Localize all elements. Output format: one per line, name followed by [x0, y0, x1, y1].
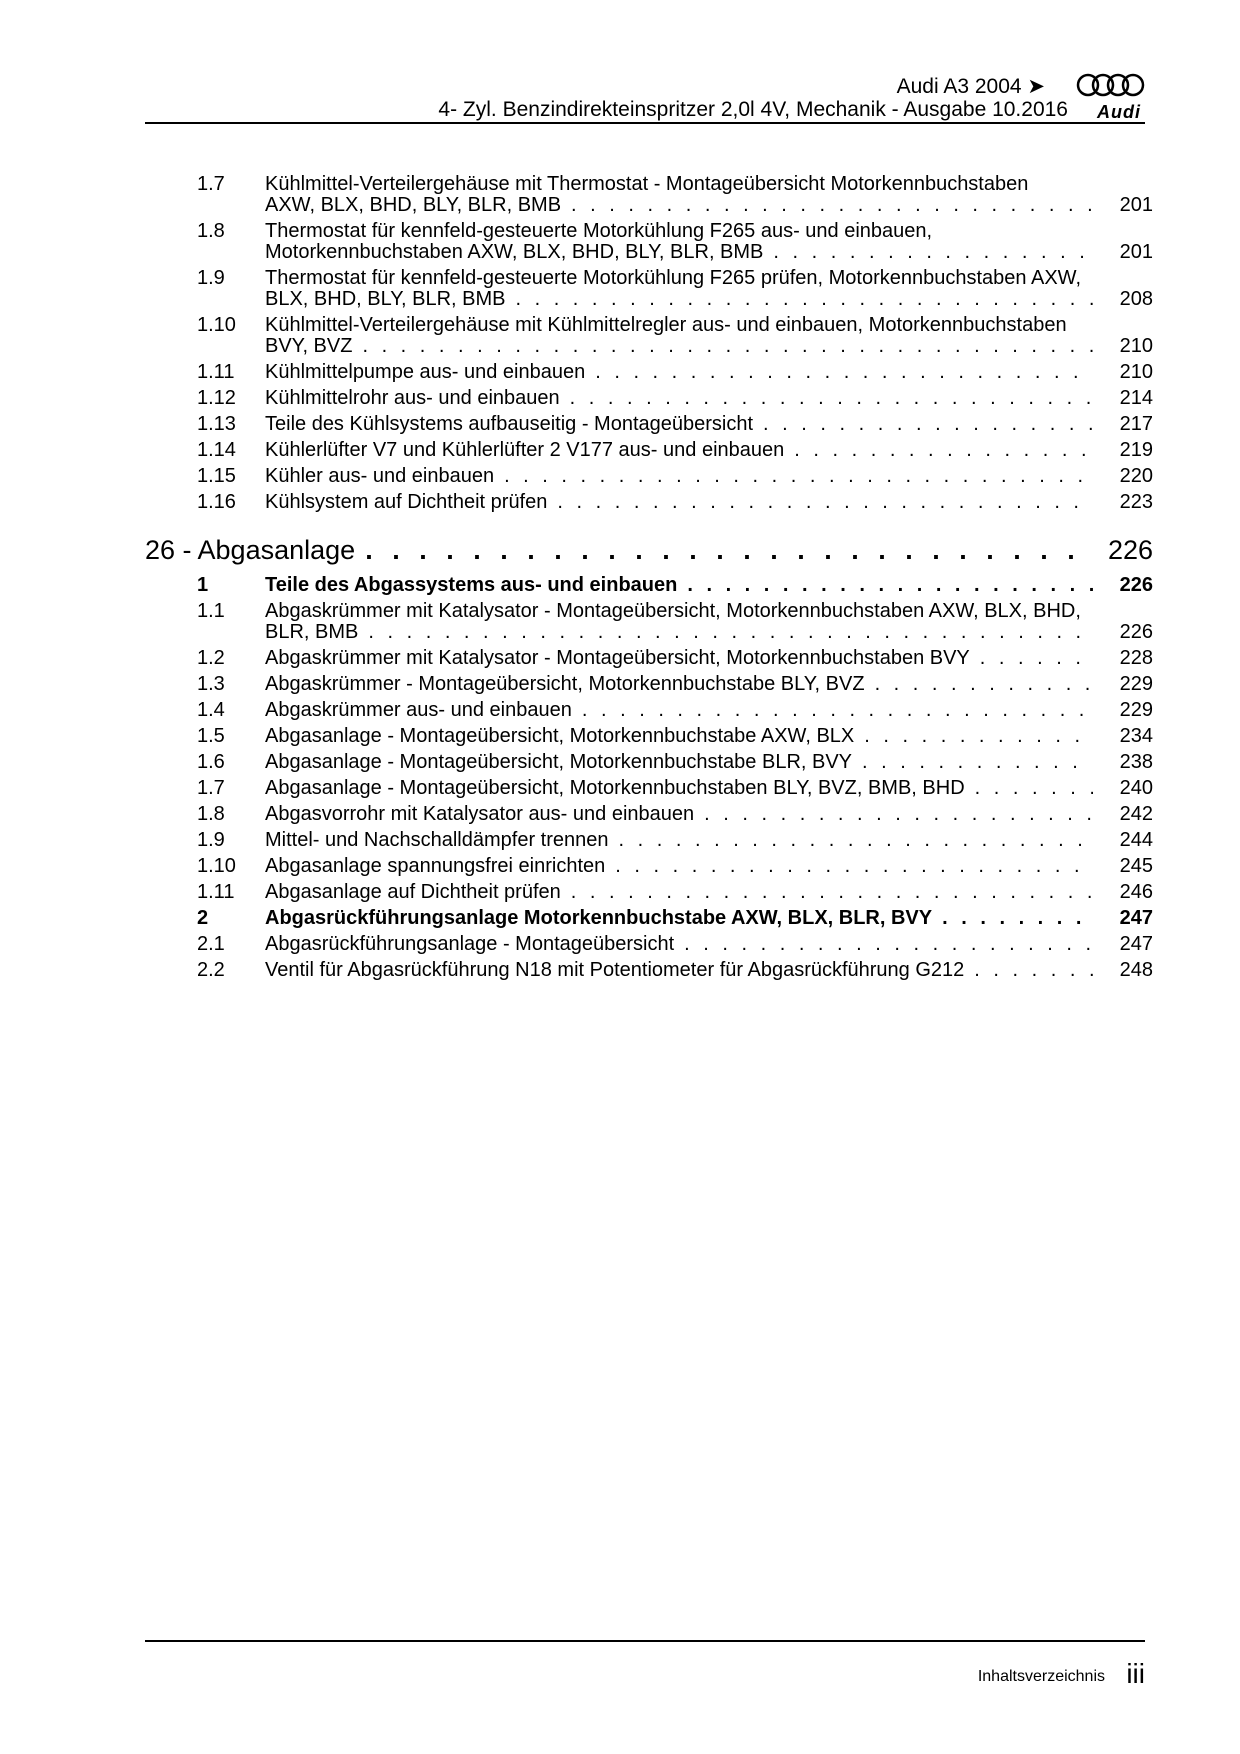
- toc-entry-number: 2.2: [197, 959, 225, 981]
- toc-entry[interactable]: [145, 414, 1153, 435]
- toc-entry-number: 1.10: [197, 314, 236, 336]
- toc-entry-title: Abgasanlage - Montageübersicht, Motorkennbuchstaben BLY, BVZ, BMB, BHD: [265, 777, 965, 799]
- toc-entry-page: 201: [1119, 194, 1153, 216]
- toc-entry-number: 1.13: [197, 413, 236, 435]
- toc-entry-title: AXW, BLX, BHD, BLY, BLR, BMB: [265, 194, 562, 216]
- toc-entry-title: Abgasrückführungsanlage Motorkennbuchstabe AXW, BLX, BLR, BVY: [265, 907, 933, 929]
- leader-dots: [582, 700, 1093, 721]
- toc-entry[interactable]: [145, 778, 1153, 799]
- toc-entry-number: 1.12: [197, 387, 236, 409]
- toc-entry-title: Abgaskrümmer mit Katalysator - Montageübersicht, Motorkennbuchstaben BVY: [265, 647, 970, 669]
- toc-entry-title: Abgaskrümmer - Montageübersicht, Motorkennbuchstabe BLY, BVZ: [265, 673, 865, 695]
- toc-entry-title: BLX, BHD, BLY, BLR, BMB: [265, 288, 506, 310]
- toc-entry-number: 1.16: [197, 491, 236, 513]
- toc-entry-number: 1.9: [197, 267, 225, 289]
- toc-entry-number: 1.5: [197, 725, 225, 747]
- toc-entry-number: 1.11: [197, 361, 235, 383]
- leader-dots: [862, 752, 1093, 773]
- toc-entry-page: 214: [1119, 387, 1153, 409]
- toc-entry-number: 1.1: [197, 600, 225, 622]
- toc-entry-page: 208: [1119, 288, 1153, 310]
- toc-entry-title-line: Thermostat für kennfeld-gesteuerte Motorkühlung F265 aus- und einbauen,: [265, 220, 933, 242]
- leader-dots: [763, 414, 1093, 435]
- toc-entry-title: Abgasanlage - Montageübersicht, Motorkennbuchstabe AXW, BLX: [265, 725, 855, 747]
- page-header: [145, 70, 1153, 126]
- header-subtitle: 4- Zyl. Benzindirekteinspritzer 2,0l 4V, Mechanik - Ausgabe 10.2016: [438, 98, 1068, 121]
- leader-dots: [975, 778, 1093, 799]
- toc-entry-page: 247: [1119, 907, 1153, 929]
- toc-entry[interactable]: [145, 674, 1153, 695]
- toc-entry[interactable]: [145, 388, 1153, 409]
- footer-rule: [145, 1640, 1145, 1642]
- toc-entry-page: 242: [1119, 803, 1153, 825]
- footer-label: Inhaltsverzeichnis: [977, 1668, 1105, 1685]
- toc-entry-title: Teile des Abgassystems aus- und einbauen: [265, 574, 678, 596]
- toc-entry-number: 1.9: [197, 829, 225, 851]
- toc-entry-page: 201: [1119, 241, 1153, 263]
- toc-entry-page: 234: [1119, 725, 1153, 747]
- toc-section-exhaust: [145, 575, 1153, 981]
- toc-entry-page: 210: [1119, 361, 1153, 383]
- toc-entry-title: Abgasanlage auf Dichtheit prüfen: [265, 881, 561, 903]
- leader-dots: [864, 726, 1093, 747]
- toc-entry-page: 229: [1119, 673, 1153, 695]
- toc-entry-title-line: Abgaskrümmer mit Katalysator - Montageübersicht, Motorkennbuchstaben AXW, BLX, BHD,: [265, 600, 1081, 622]
- toc-entry-page: 219: [1119, 439, 1153, 461]
- table-of-contents: [145, 174, 1153, 986]
- leader-dots: [619, 830, 1093, 851]
- chapter-heading[interactable]: [145, 535, 1153, 565]
- page-footer: [145, 1640, 1153, 1689]
- toc-entry-page: 240: [1119, 777, 1153, 799]
- toc-entry-page: 246: [1119, 881, 1153, 903]
- toc-entry[interactable]: [145, 882, 1153, 903]
- toc-entry-number: 1.7: [197, 173, 225, 195]
- toc-entry[interactable]: [145, 440, 1153, 461]
- leader-dots: [368, 622, 1093, 643]
- toc-entry[interactable]: [145, 268, 1153, 310]
- leader-dots: [687, 575, 1093, 596]
- leader-dots: [980, 648, 1093, 669]
- leader-dots: [365, 535, 1093, 565]
- toc-entry[interactable]: [145, 700, 1153, 721]
- leader-dots: [515, 289, 1093, 310]
- toc-entry-page: 210: [1119, 335, 1153, 357]
- toc-entry-title-line: Kühlmittel-Verteilergehäuse mit Thermostat - Montageübersicht Motorkennbuchstaben: [265, 173, 1029, 195]
- toc-entry-page: 247: [1119, 933, 1153, 955]
- leader-dots: [794, 440, 1093, 461]
- leader-dots: [875, 674, 1093, 695]
- leader-dots: [362, 336, 1093, 357]
- toc-entry-title: Ventil für Abgasrückführung N18 mit Potentiometer für Abgasrückführung G212: [265, 959, 965, 981]
- leader-dots: [557, 492, 1093, 513]
- toc-entry-page: 244: [1119, 829, 1153, 851]
- toc-entry-page: 229: [1119, 699, 1153, 721]
- chapter-page: 226: [1107, 535, 1153, 565]
- toc-entry[interactable]: [145, 221, 1153, 263]
- toc-entry-title: Teile des Kühlsystems aufbauseitig - Montageübersicht: [265, 413, 754, 435]
- toc-entry-number: 1.2: [197, 647, 225, 669]
- toc-entry[interactable]: [145, 908, 1153, 929]
- toc-entry-page: 226: [1119, 574, 1153, 596]
- toc-entry[interactable]: [145, 315, 1153, 357]
- header-model: Audi A3 2004 ➤: [896, 75, 1045, 98]
- toc-entry[interactable]: [145, 648, 1153, 669]
- leader-dots: [571, 195, 1093, 216]
- toc-entry-number: 1.6: [197, 751, 225, 773]
- leader-dots: [704, 804, 1093, 825]
- toc-entry-title: Abgasvorrohr mit Katalysator aus- und einbauen: [265, 803, 695, 825]
- toc-entry-title: Kühlmittelpumpe aus- und einbauen: [265, 361, 586, 383]
- toc-entry-page: 226: [1119, 621, 1153, 643]
- header-rule: [145, 122, 1145, 124]
- toc-entry-page: 248: [1119, 959, 1153, 981]
- toc-entry-number: 1.15: [197, 465, 236, 487]
- toc-entry-page: 238: [1119, 751, 1153, 773]
- toc-entry[interactable]: [145, 362, 1153, 383]
- toc-entry-page: 220: [1119, 465, 1153, 487]
- leader-dots: [595, 362, 1093, 383]
- toc-entry[interactable]: [145, 726, 1153, 747]
- toc-section-cooling: [145, 174, 1153, 513]
- toc-entry[interactable]: [145, 804, 1153, 825]
- leader-dots: [504, 466, 1093, 487]
- toc-entry-title: Abgasrückführungsanlage - Montageübersicht: [265, 933, 675, 955]
- footer-page-number: iii: [1126, 1658, 1145, 1689]
- toc-entry[interactable]: [145, 601, 1153, 643]
- toc-entry-title: Motorkennbuchstaben AXW, BLX, BHD, BLY, BLR, BMB: [265, 241, 764, 263]
- toc-entry-title-line: Thermostat für kennfeld-gesteuerte Motorkühlung F265 prüfen, Motorkennbuchstaben AXW,: [265, 267, 1082, 289]
- toc-entry-number: 1.7: [197, 777, 225, 799]
- toc-entry-number: 2: [197, 907, 209, 929]
- toc-entry-number: 1: [197, 574, 209, 596]
- toc-entry[interactable]: [145, 575, 1153, 596]
- toc-entry-title-line: Kühlmittel-Verteilergehäuse mit Kühlmittelregler aus- und einbauen, Motorkennbuchstaben: [265, 314, 1067, 336]
- toc-entry-title: BLR, BMB: [265, 621, 359, 643]
- toc-entry-title: Abgasanlage - Montageübersicht, Motorkennbuchstabe BLR, BVY: [265, 751, 853, 773]
- toc-entry-title: Kühlmittelrohr aus- und einbauen: [265, 387, 560, 409]
- toc-entry-number: 1.11: [197, 881, 235, 903]
- toc-entry[interactable]: [145, 830, 1153, 851]
- audi-rings-logo: [1075, 72, 1145, 98]
- toc-entry-title: Abgaskrümmer aus- und einbauen: [265, 699, 572, 721]
- leader-dots: [571, 882, 1093, 903]
- toc-entry-number: 1.4: [197, 699, 225, 721]
- toc-entry-title: BVY, BVZ: [265, 335, 353, 357]
- toc-entry-title: Abgasanlage spannungsfrei einrichten: [265, 855, 606, 877]
- toc-entry[interactable]: [145, 752, 1153, 773]
- toc-entry-page: 217: [1119, 413, 1153, 435]
- toc-entry-number: 1.3: [197, 673, 225, 695]
- toc-entry-title: Mittel- und Nachschalldämpfer trennen: [265, 829, 609, 851]
- toc-entry[interactable]: [145, 934, 1153, 955]
- toc-entry-number: 1.14: [197, 439, 236, 461]
- toc-entry-number: 1.10: [197, 855, 236, 877]
- toc-entry-title: Kühlerlüfter V7 und Kühlerlüfter 2 V177 aus- und einbauen: [265, 439, 785, 461]
- leader-dots: [942, 908, 1093, 929]
- leader-dots: [615, 856, 1093, 877]
- toc-entry[interactable]: [145, 174, 1153, 216]
- toc-entry[interactable]: [145, 492, 1153, 513]
- leader-dots: [570, 388, 1093, 409]
- toc-entry-number: 1.8: [197, 803, 225, 825]
- leader-dots: [974, 960, 1093, 981]
- toc-entry[interactable]: [145, 466, 1153, 487]
- toc-entry[interactable]: [145, 960, 1153, 981]
- chapter-title: 26 - Abgasanlage: [145, 535, 356, 565]
- toc-entry-title: Kühler aus- und einbauen: [265, 465, 495, 487]
- toc-entry-number: 1.8: [197, 220, 225, 242]
- leader-dots: [773, 242, 1093, 263]
- toc-entry-page: 245: [1119, 855, 1153, 877]
- toc-entry[interactable]: [145, 856, 1153, 877]
- toc-entry-page: 223: [1119, 491, 1153, 513]
- leader-dots: [684, 934, 1093, 955]
- toc-entry-page: 228: [1119, 647, 1153, 669]
- toc-entry-number: 2.1: [197, 933, 225, 955]
- toc-entry-title: Kühlsystem auf Dichtheit prüfen: [265, 491, 548, 513]
- audi-wordmark: Audi: [1097, 102, 1141, 122]
